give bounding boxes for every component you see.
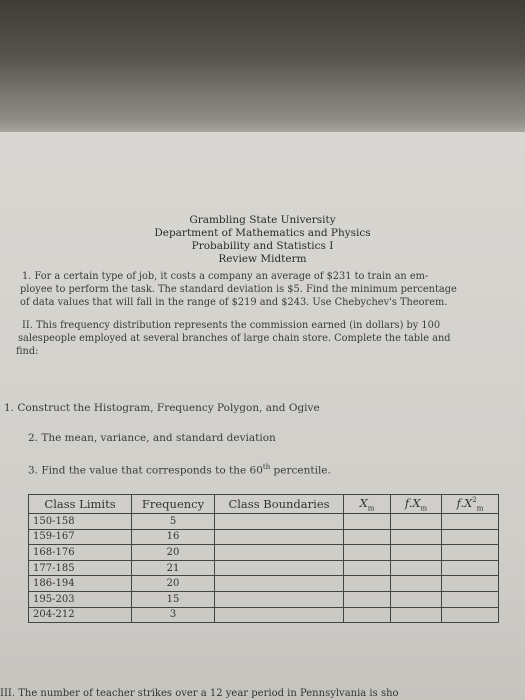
fxm-cell xyxy=(391,514,442,530)
university-title: Grambling State University xyxy=(189,214,336,226)
problem2-task3: 3. Find the value that corresponds to the 60th percentile. xyxy=(28,463,331,477)
fxm2-cell xyxy=(442,560,499,576)
table-row xyxy=(29,545,499,561)
table-header-row xyxy=(29,495,499,514)
class-limits-cell: 195-203 xyxy=(29,591,132,607)
class-boundaries-cell xyxy=(215,560,344,576)
fxm2-cell xyxy=(442,529,499,545)
fxm-cell xyxy=(391,607,442,623)
fxm2-cell xyxy=(442,576,499,592)
xm-cell xyxy=(344,607,391,623)
xm-cell xyxy=(344,545,391,561)
frequency-table xyxy=(28,494,499,623)
header-fxm2: $f.X^2_m$ xyxy=(442,495,499,514)
problem2-task2: 2. The mean, variance, and standard deviation xyxy=(28,432,276,444)
problem1-line2: ployee to perform the task. The standard deviation is $5. Find the minimum percentage xyxy=(20,284,457,295)
frequency-cell: 20 xyxy=(132,545,215,561)
class-boundaries-cell xyxy=(215,591,344,607)
problem3-fragment: III. The number of teacher strikes over a 12 year period in Pennsylvania is sho xyxy=(0,688,399,699)
xm-cell xyxy=(344,529,391,545)
table-row xyxy=(29,591,499,607)
problem1-line1: 1. For a certain type of job, it costs a company an average of $231 to train an em- xyxy=(22,271,429,282)
table-row xyxy=(29,529,499,545)
class-limits-cell: 168-176 xyxy=(29,545,132,561)
problem2-line1: II. This frequency distribution represents the commission earned (in dollars) by 100 xyxy=(22,320,441,331)
problem2-task1: 1. Construct the Histogram, Frequency Polygon, and Ogive xyxy=(4,402,320,414)
fxm2-cell xyxy=(442,591,499,607)
problem2-line2: salespeople employed at several branches of large chain store. Complete the table and xyxy=(18,333,451,344)
class-limits-cell: 186-194 xyxy=(29,576,132,592)
class-boundaries-cell xyxy=(215,529,344,545)
header-class-limits: Class Limits xyxy=(29,495,132,514)
problem2-line3: find: xyxy=(16,346,39,357)
table-row xyxy=(29,607,499,623)
course-title: Probability and Statistics I xyxy=(191,240,334,252)
class-limits-cell: 177-185 xyxy=(29,560,132,576)
header-fxm: $f.X_m$ xyxy=(391,495,442,514)
header-class-boundaries: Class Boundaries xyxy=(215,495,344,514)
frequency-cell: 16 xyxy=(132,529,215,545)
class-limits-cell: 159-167 xyxy=(29,529,132,545)
class-boundaries-cell xyxy=(215,607,344,623)
table-row xyxy=(29,514,499,530)
frequency-cell: 21 xyxy=(132,560,215,576)
xm-cell xyxy=(344,560,391,576)
department-title: Department of Mathematics and Physics xyxy=(154,227,371,239)
table-row xyxy=(29,560,499,576)
header-xm: $X_m$ xyxy=(344,495,391,514)
class-boundaries-cell xyxy=(215,576,344,592)
fxm-cell xyxy=(391,529,442,545)
class-limits-cell: 150-158 xyxy=(29,514,132,530)
header-frequency: Frequency xyxy=(132,495,215,514)
frequency-cell: 15 xyxy=(132,591,215,607)
exam-title: Review Midterm xyxy=(218,253,307,265)
frequency-cell: 20 xyxy=(132,576,215,592)
xm-cell xyxy=(344,576,391,592)
class-boundaries-cell xyxy=(215,545,344,561)
fxm-cell xyxy=(391,545,442,561)
frequency-cell: 3 xyxy=(132,607,215,623)
fxm2-cell xyxy=(442,545,499,561)
frequency-cell: 5 xyxy=(132,514,215,530)
fxm2-cell xyxy=(442,607,499,623)
class-limits-cell: 204-212 xyxy=(29,607,132,623)
fxm-cell xyxy=(391,576,442,592)
fxm-cell xyxy=(391,591,442,607)
table-row xyxy=(29,576,499,592)
problem1-line3: of data values that will fall in the range of $219 and $243. Use Chebychev's Theorem. xyxy=(20,297,448,308)
fxm-cell xyxy=(391,560,442,576)
xm-cell xyxy=(344,591,391,607)
xm-cell xyxy=(344,514,391,530)
class-boundaries-cell xyxy=(215,514,344,530)
fxm2-cell xyxy=(442,514,499,530)
